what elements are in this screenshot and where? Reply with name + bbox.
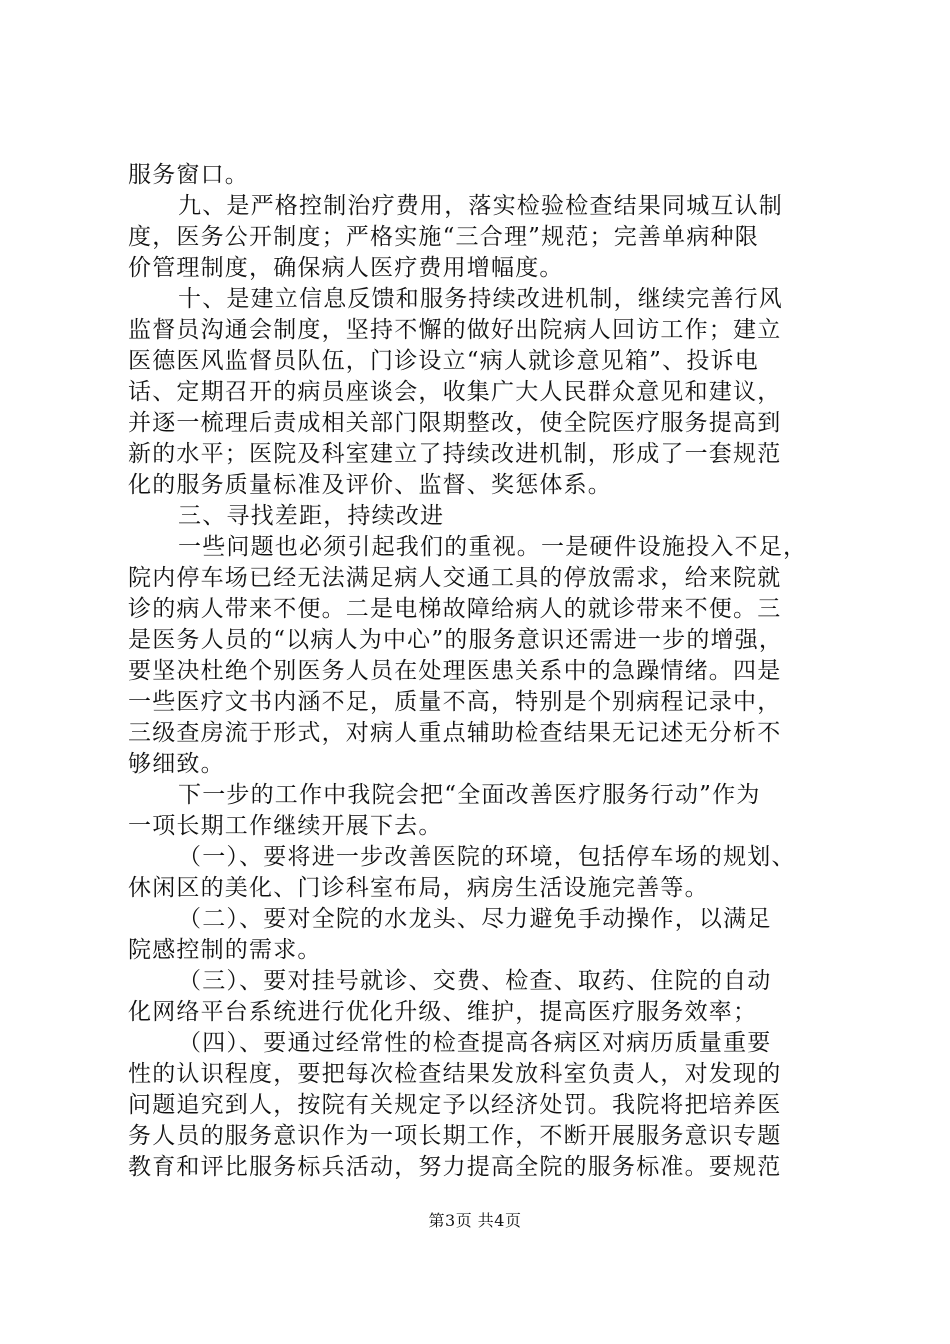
text-line: 教育和评比服务标兵活动，努力提高全院的服务标准。要规范	[128, 1154, 782, 1180]
text-line: 一项长期工作继续开展下去。	[128, 813, 443, 839]
text-line: 休闲区的美化、门诊科室布局，病房生活设施完善等。	[128, 875, 709, 901]
document-body	[128, 160, 828, 1183]
text-line: 三、寻找差距，持续改进	[178, 503, 445, 529]
text-line: 务人员的服务意识作为一项长期工作，不断开展服务意识专题	[128, 1123, 782, 1149]
page-number-label: 第3页 共4页	[428, 1211, 522, 1230]
text-line: 医德医风监督员队伍，门诊设立“病人就诊意见箱”、投诉电	[128, 348, 759, 374]
text-line: 够细致。	[128, 751, 225, 777]
page-footer	[0, 1210, 950, 1232]
text-line: 一些问题也必须引起我们的重视。一是硬件设施投入不足，	[178, 534, 808, 560]
text-line: 新的水平；医院及科室建立了持续改进机制，形成了一套规范	[128, 441, 782, 467]
text-line: 监督员沟通会制度，坚持不懈的做好出院病人回访工作；建立	[128, 317, 782, 343]
text-line: 要坚决杜绝个别医务人员在处理医患关系中的急躁情绪。四是	[128, 658, 782, 684]
text-line: （三）、要对挂号就诊、交费、检查、取药、住院的自动	[178, 968, 772, 994]
text-line: 院内停车场已经无法满足病人交通工具的停放需求，给来院就	[128, 565, 782, 591]
text-line: （四）、要通过经常性的检查提高各病区对病历质量重要	[178, 1030, 772, 1056]
text-line: 十、是建立信息反馈和服务持续改进机制，继续完善行风	[178, 286, 783, 312]
text-line: 并逐一梳理后责成相关部门限期整改，使全院医疗服务提高到	[128, 410, 782, 436]
text-line: 度，医务公开制度；严格实施“三合理”规范；完善单病种限	[128, 224, 759, 250]
text-line: （二）、要对全院的水龙头、尽力避免手动操作，以满足	[178, 906, 772, 932]
text-line: 九、是严格控制治疗费用，落实检验检查结果同城互认制	[178, 193, 783, 219]
text-line: 化的服务质量标准及评价、监督、奖惩体系。	[128, 472, 612, 498]
text-line: 一些医疗文书内涵不足，质量不高，特别是个别病程记录中，	[128, 689, 782, 715]
text-line: 化网络平台系统进行优化升级、维护，提高医疗服务效率；	[128, 999, 758, 1025]
text-line: 院感控制的需求。	[128, 937, 322, 963]
text-line: 性的认识程度，要把每次检查结果发放科室负责人，对发现的	[128, 1061, 782, 1087]
text-line: 话、定期召开的病员座谈会，收集广大人民群众意见和建议，	[128, 379, 782, 405]
text-line: （一）、要将进一步改善医院的环境，包括停车场的规划、	[178, 844, 796, 870]
text-line: 三级查房流于形式，对病人重点辅助检查结果无记述无分析不	[128, 720, 782, 746]
text-line: 是医务人员的“以病人为中心”的服务意识还需进一步的增强，	[128, 627, 784, 653]
text-line: 下一步的工作中我院会把“全面改善医疗服务行动”作为	[178, 782, 761, 808]
text-line: 问题追究到人，按院有关规定予以经济处罚。我院将把培养医	[128, 1092, 782, 1118]
text-line: 诊的病人带来不便。二是电梯故障给病人的就诊带来不便。三	[128, 596, 782, 622]
text-line: 价管理制度，确保病人医疗费用增幅度。	[128, 255, 564, 281]
text-line: 服务窗口。	[128, 162, 249, 188]
